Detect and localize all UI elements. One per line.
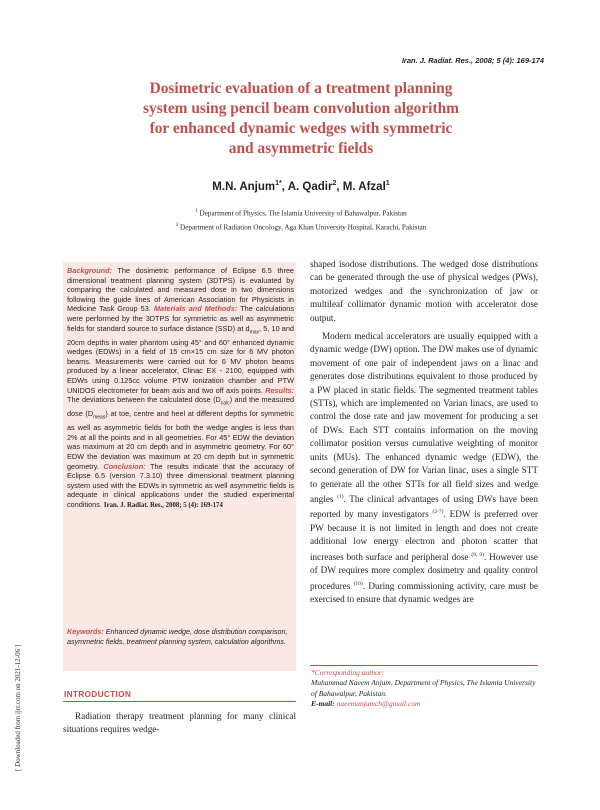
body-text: Modern medical accelerators are usually equipped with a dynamic wedge (DW) option. The DW makes use of dynamic movement of one pair of independent jaws on a linac and generates dose distributions equivalent to those produced by a PW placed in static fields. The segmented treatment tables (STTs), which are implemented on Varian linacs, are used to control the dose rate and jaw movement for producing a set of DWs. Each STT contains information on the moving collimator position versus cumulative weighting of monitor units (MUs). The enhanced dynamic wedge (EDW), the second generation of DW for Varian linac, uses a single STT to generate all the other STTs for all field sizes and wedge angles [310, 331, 538, 504]
subscript: max [249, 329, 260, 336]
title-line: for enhanced dynamic wedges with symmetric [149, 120, 453, 137]
download-stamp: [ Downloaded from ijrr.com on 2021-12-06 ] [14, 644, 22, 771]
subscript: calc [220, 400, 230, 407]
section-heading: INTRODUCTION [64, 689, 132, 699]
abstract-background: The dosimetric performance of Eclipse 6.5 three dimensional treatment planning system (3DTPS) is evaluated by comparing the calculated and measured dose in two dimensions following the guide lines of American Association for Physicists in Medicine Task Group 53. [67, 266, 294, 314]
affiliation [62, 209, 540, 217]
body-paragraph: shaped isodose distributions. The wedged dose distributions can be generated through the use of physical wedges (PWs), motorized wedges and the synchronization of jaw or multileaf collimator dynamic motion with accelerator dose output. [310, 259, 538, 323]
author-list: M.N. Anjum$^{1*}$, A. Qadir$^2$, M. Afzal$^1$ [212, 180, 390, 193]
author-name: A. Qadir [287, 180, 333, 193]
email-link[interactable]: naeemanjumch@gmail.com [336, 699, 421, 709]
citation-ref[interactable]: (2-7) [432, 509, 444, 516]
footnote-divider [310, 665, 538, 666]
abstract-heading-background: Background: [67, 266, 112, 275]
abstract-conclusion: The results indicate that the accuracy of Eclipse 6.5 (version 7.3.10) three dimensional treatment planning system used with the EDWs in symmetric as well asymmetric fields is adequate in clinical applications under the studied experimental conditions. [67, 461, 294, 510]
abstract-methods: , 5, 10 and 20cm depths in water phantom using 45° and 60° enhanced dynamic wedges (EDWs) in a field of 15 cm×15 cm size for 6 MV photon beams. Measurements were carried out for 6 MV photon beams produced by a linear accelerator, Clinac EX - 2100, equipped with EDWs using 0.125cc volume PTW ionization chamber and PTW UNIDOS electrometer for beam axis and two off axis points. [67, 323, 294, 395]
author-name: M. Afzal [342, 180, 386, 193]
abstract [67, 266, 294, 511]
body-text: . EDW is preferred over PW because it is not limited in length and does not create additional low energy electron and photon scatter that increases both surface and peripheral dose [310, 509, 538, 562]
abstract-results: The deviations between the calculated dose (D [67, 395, 221, 405]
abstract-results: ) at toe, centre and heel at different depths for symmetric as well as asymmetric fields for both the wedge angles is less than 2% at all the points and in all geometries. For 45° EDW the deviation was maximum at 20 cm depth and in asymmetric geometry. For 60° EDW the deviation was maximum at 20 cm depth but in symmetric geometry. [67, 409, 294, 471]
citation-ref[interactable]: (1) [337, 493, 344, 500]
intro-text: Radiation therapy treatment planning for many clinical situations requires wedge- [63, 711, 296, 735]
affiliation-sup: 2 [175, 223, 179, 228]
affiliation-text: Department of Radiation Oncology, Aga Khan University Hospital, Karachi, Pakistan [180, 223, 427, 232]
author-sup: 1* [275, 180, 282, 187]
author-sup: 2 [332, 180, 337, 187]
citation-ref[interactable]: (8, 9) [471, 551, 484, 558]
affiliation-text: Department of Physics, The Islamia University of Bahawalpur, Pakistan [199, 209, 407, 218]
intro-paragraph [63, 710, 296, 737]
title-line: and asymmetric fields [228, 140, 374, 157]
corresponding-email-line [311, 699, 539, 709]
subscript: meas [93, 414, 106, 421]
abstract-results: ) and the measured dose (D [67, 395, 294, 419]
abstract-reference: Iran. J. Radiat. Res., 2008; 5 (4): 169-174 [103, 502, 223, 510]
affiliation-sup: 1 [195, 209, 198, 214]
corresponding-heading: *Corresponding author: [311, 668, 385, 677]
keywords-text: Enhanced dynamic wedge, dose distribution comparison, asymmetric fields, treatment planning system, calculation algorithms. [67, 627, 288, 646]
article-title [62, 79, 540, 159]
body-paragraph [310, 330, 538, 606]
body-text: . The clinical advantages of using DWs have been reported by many investigators [310, 493, 538, 520]
section-divider [63, 701, 296, 702]
author-sup: 1 [385, 180, 390, 187]
abstract-heading-conclusion: Conclusion: [103, 461, 146, 471]
abstract-heading-results: Results: [265, 385, 294, 395]
corresponding-address: Muhammad Naeem Anjum, Department of Physics, The Islamia University of Bahawalpur, Pakistan. [311, 678, 536, 698]
right-column [310, 258, 538, 606]
journal-citation: Iran. J. Radiat. Res., 2008; 5 (4): 169-174 [401, 56, 544, 65]
abstract-methods: The calculations were performed by the 3DTPS for symmetric as well as asymmetric fields for standard source to surface distance (SSD) at d [67, 304, 295, 333]
body-text: . During commissioning activity, care must be exercised to ensure that dynamic wedges are [310, 580, 538, 604]
author-name: M.N. Anjum [212, 180, 276, 193]
affiliation [62, 223, 540, 231]
title-line: system using pencil beam convolution algorithm [143, 100, 459, 117]
keywords [67, 627, 294, 646]
abstract-heading-methods: Materials and Methods: [153, 304, 238, 314]
email-label: E-mail: [311, 699, 335, 709]
title-line: Dosimetric evaluation of a treatment planning [149, 80, 453, 97]
keywords-heading: Keywords: [67, 627, 104, 636]
corresponding-author [311, 668, 539, 710]
citation-ref[interactable]: (10) [353, 580, 363, 587]
body-text: . However use of DW requires more complex dosimetry and quality control procedures [310, 551, 538, 591]
